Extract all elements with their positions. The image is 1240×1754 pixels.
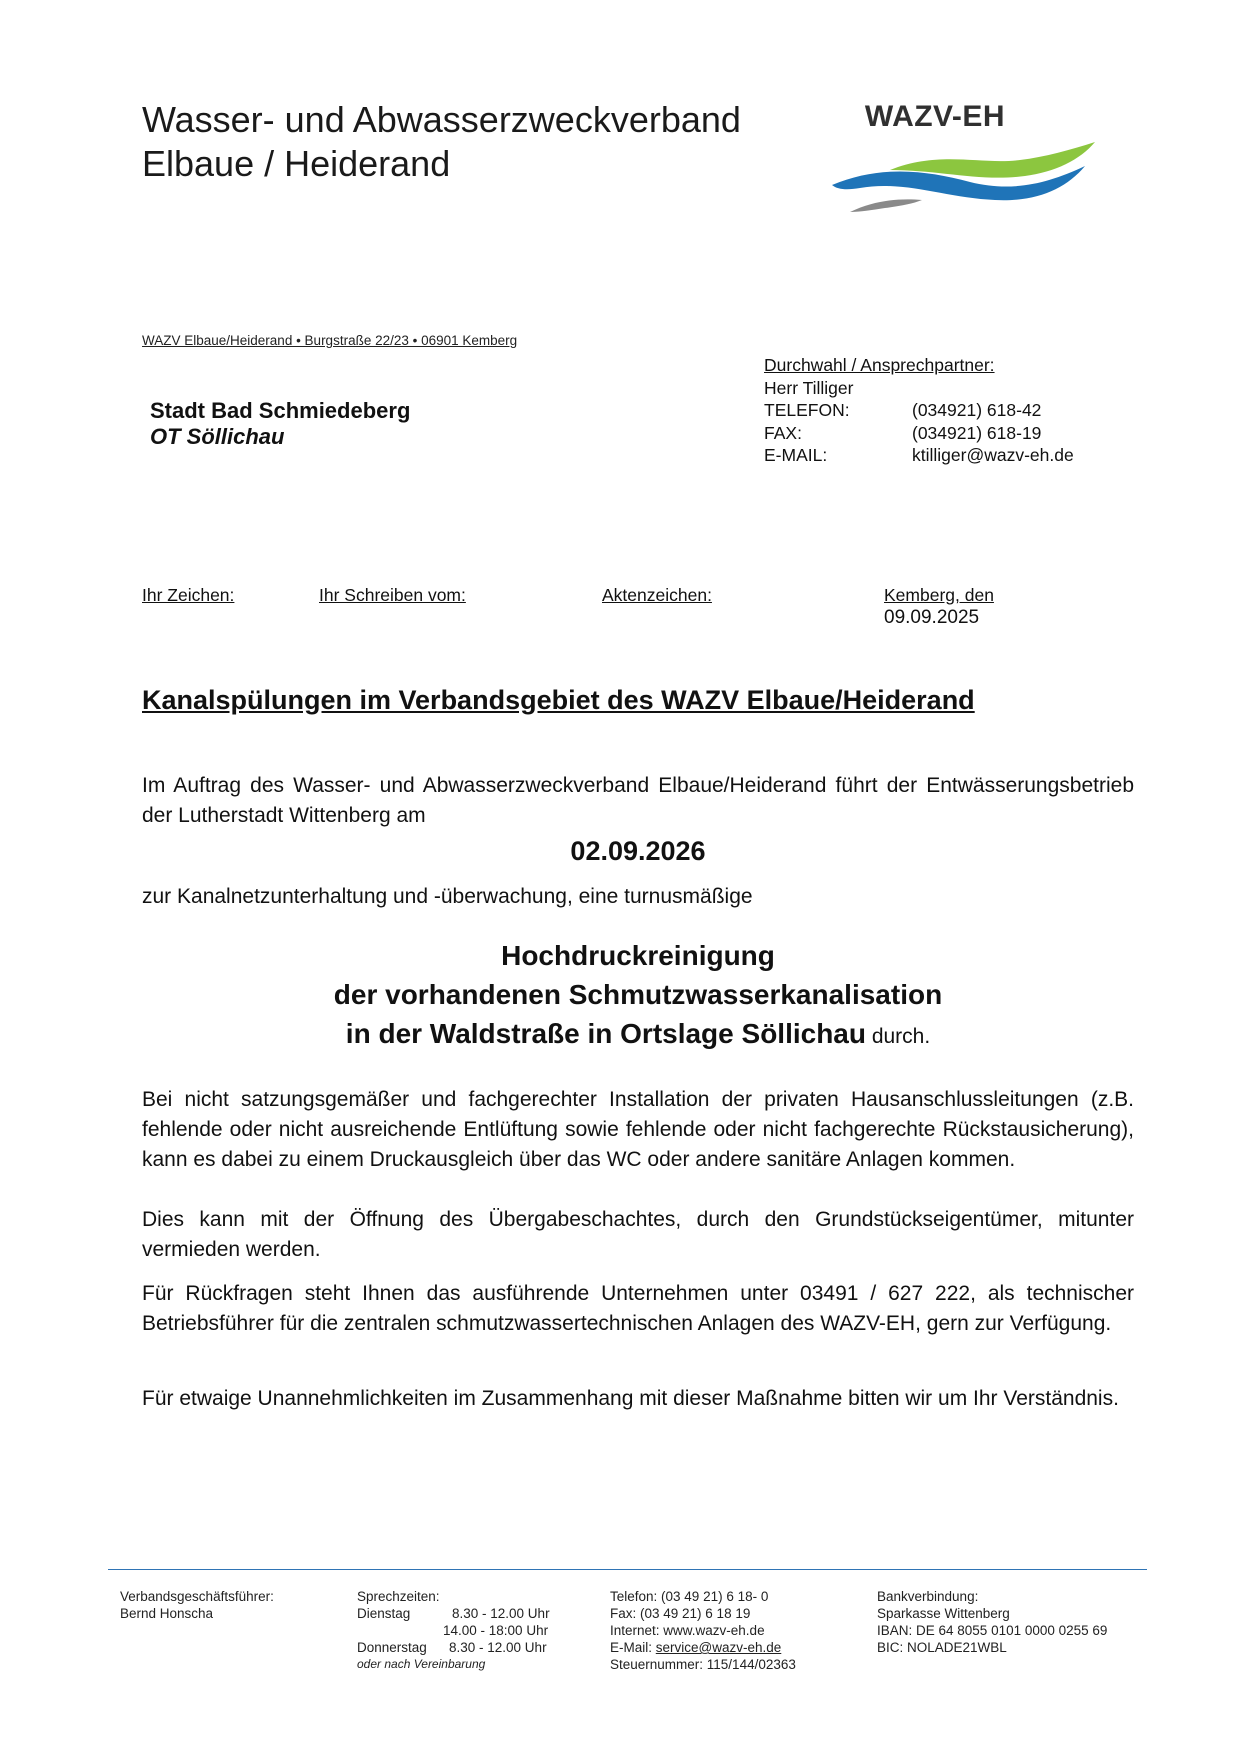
organization-name-line1: Wasser- und Abwasserzweckverband — [142, 99, 741, 140]
ref-aktenzeichen: Aktenzeichen: — [602, 585, 712, 605]
contact-row-fax — [764, 422, 1074, 445]
footer-hours-row3 — [357, 1639, 550, 1656]
footer-divider — [108, 1569, 1147, 1570]
contact-label: E-MAIL: — [764, 445, 828, 465]
logo-waves-icon — [830, 130, 1100, 220]
footer-hours-note: oder nach Vereinbarung — [357, 1657, 486, 1671]
measure-heading-line2: der vorhandenen Schmutzwasserkanalisation — [333, 979, 943, 1010]
purpose-paragraph: zur Kanalnetzunterhaltung und -überwachung, eine turnusmäßige — [142, 885, 753, 908]
contact-row-phone — [764, 399, 1074, 422]
contact-heading: Durchwahl / Ansprechpartner: — [764, 355, 995, 375]
footer-hours-label: Sprechzeiten: — [357, 1589, 440, 1604]
footer-fax: Fax: (03 49 21) 6 18 19 — [610, 1606, 751, 1621]
footer-hours-time: 8.30 - 12.00 Uhr — [449, 1640, 547, 1655]
body-paragraph-1: Bei nicht satzungsgemäßer und fachgerechter Installation der privaten Hausanschlussleitungen (z.B. fehlende oder nicht ausreichende Entlüftung sowie fehlende oder nicht fachgerechte Rückstausicherung), kann es dabei zu einem Druckausgleich über das WC oder andere sanitäre Anlagen kommen. — [142, 1088, 1134, 1171]
measure-location: in der Waldstraße in Ortslage Söllichau — [345, 1018, 866, 1049]
recipient-district: OT Söllichau — [150, 424, 285, 449]
measure-heading — [142, 936, 1134, 1056]
footer-hours-time: 8.30 - 12.00 Uhr — [452, 1606, 550, 1621]
ref-place-date-label: Kemberg, den — [884, 585, 994, 605]
recipient-name: Stadt Bad Schmiedeberg — [150, 398, 411, 423]
measure-heading-line1: Hochdruckreinigung — [501, 940, 775, 971]
contact-label: TELEFON: — [764, 400, 850, 420]
contact-email[interactable]: ktilliger@wazv-eh.de — [912, 445, 1074, 465]
footer-hours-day: Donnerstag — [357, 1640, 427, 1655]
footer-bic: BIC: NOLADE21WBL — [877, 1640, 1007, 1655]
contact-block — [764, 354, 1074, 467]
sender-address-line: WAZV Elbaue/Heiderand • Burgstraße 22/23 • 06901 Kemberg — [142, 333, 518, 348]
measure-heading-suffix: durch. — [865, 1025, 931, 1048]
footer-bank-name: Sparkasse Wittenberg — [877, 1606, 1010, 1621]
footer-tax-number: Steuernummer: 115/144/02363 — [610, 1657, 796, 1672]
body-paragraph-4: Für etwaige Unannehmlichkeiten im Zusammenhang mit dieser Maßnahme bitten wir um Ihr Verständnis. — [142, 1387, 1119, 1410]
footer-bank-label: Bankverbindung: — [877, 1589, 979, 1604]
footer-iban: IBAN: DE 64 8055 0101 0000 0255 69 — [877, 1623, 1108, 1638]
footer-email-row — [610, 1639, 796, 1656]
footer-bank — [877, 1588, 1107, 1656]
wazv-logo — [830, 100, 1110, 225]
footer-email-link[interactable]: service@wazv-eh.de — [655, 1640, 782, 1655]
footer-hours-day: Dienstag — [357, 1606, 411, 1621]
footer-hours-row2 — [357, 1622, 550, 1639]
contact-phone: (034921) 618-42 — [912, 400, 1042, 420]
footer-management-label: Verbandsgeschäftsführer: — [120, 1589, 274, 1604]
letter-subject: Kanalspülungen im Verbandsgebiet des WAZV Elbaue/Heiderand — [142, 685, 975, 715]
footer-hours-time: 14.00 - 18:00 Uhr — [443, 1623, 549, 1638]
recipient-address — [150, 398, 410, 450]
contact-person: Herr Tilliger — [764, 377, 854, 398]
footer-hours-row1 — [357, 1605, 550, 1622]
footer-contact — [610, 1588, 796, 1673]
organization-name-line2: Elbaue / Heiderand — [142, 143, 451, 184]
body-paragraph-3: Für Rückfragen steht Ihnen das ausführende Unternehmen unter 03491 / 627 222, als technischer Betriebsführer für die zentralen schmutzwassertechnischen Anlagen des WAZV-EH, gern zur Verfügung. — [142, 1282, 1134, 1335]
footer-email-label: E-Mail: — [610, 1640, 656, 1655]
contact-row-email — [764, 444, 1074, 467]
ref-ihr-schreiben: Ihr Schreiben vom: — [319, 585, 466, 605]
footer-phone: Telefon: (03 49 21) 6 18- 0 — [610, 1589, 769, 1604]
event-date: 02.09.2026 — [570, 836, 706, 866]
logo-text: WAZV-EH — [864, 100, 1006, 133]
contact-fax: (034921) 618-19 — [912, 422, 1042, 443]
contact-label: FAX: — [764, 422, 802, 443]
intro-paragraph: Im Auftrag des Wasser- und Abwasserzweckverband Elbaue/Heiderand führt der Entwässerungsbetrieb der Lutherstadt Wittenberg am — [142, 774, 1134, 827]
footer-office-hours — [357, 1588, 550, 1673]
ref-ihr-zeichen: Ihr Zeichen: — [142, 585, 235, 605]
measure-heading-line3 — [142, 1014, 1134, 1056]
organization-name — [142, 98, 741, 186]
footer-internet[interactable]: Internet: www.wazv-eh.de — [610, 1623, 765, 1638]
footer-management — [120, 1588, 274, 1622]
letter-date: 09.09.2025 — [884, 607, 980, 628]
footer-management-name: Bernd Honscha — [120, 1606, 214, 1621]
body-paragraph-2: Dies kann mit der Öffnung des Übergabeschachtes, durch den Grundstückseigentümer, mitunter vermieden werden. — [142, 1208, 1134, 1261]
